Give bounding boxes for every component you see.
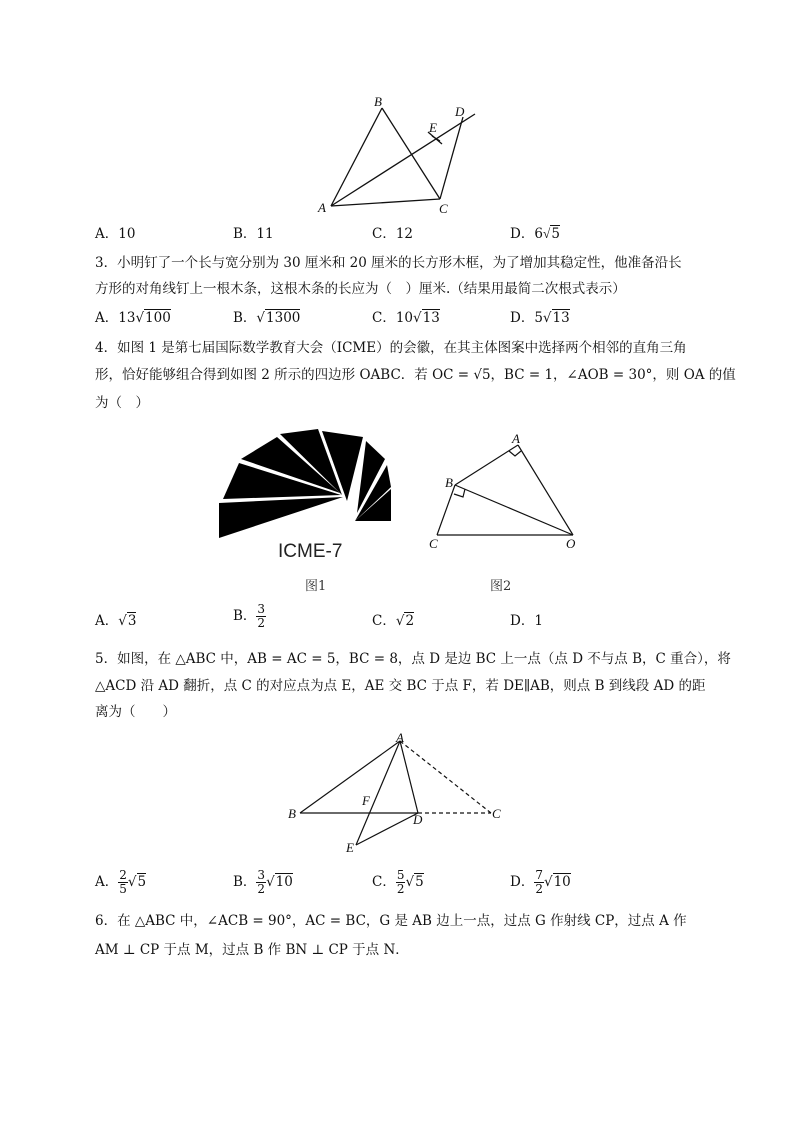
label-a: A — [318, 200, 326, 215]
segment-ao — [518, 445, 573, 535]
right-angle-a — [509, 451, 521, 456]
label-c: C — [439, 201, 448, 216]
label-c: C — [429, 536, 438, 551]
right-angle-b — [454, 489, 465, 497]
q4-line-2: 形，恰好能够组合得到如图 2 所示的四边形 OABC．若 OC = √5，BC = 1，∠AOB = 30°，则 OA 的值 — [95, 367, 736, 383]
segment-bo — [455, 485, 573, 535]
q3-line-2: 方形的对角线钉上一根木条，这根木条的长应为（ ）厘米.（结果用最简二次根式表示） — [95, 281, 626, 297]
q3-option-c: C．10√13 — [372, 310, 440, 326]
label-o: O — [566, 536, 576, 551]
q4-option-d: D．1 — [510, 613, 543, 629]
q3-option-d: D．5√13 — [510, 310, 570, 326]
ray-ad — [331, 114, 475, 206]
q5-line-2: △ACD 沿 AD 翻折，点 C 的对应点为点 E，AE 交 BC 于点 F，若 DE∥AB，则点 B 到线段 AD 的距 — [95, 678, 706, 694]
logo-triangle-1 — [219, 497, 343, 538]
label-e: E — [346, 840, 354, 855]
segment-ad — [400, 741, 418, 813]
segment-ab — [331, 108, 382, 206]
icme-logo — [215, 425, 395, 545]
q2-option-d: D．6√5 — [510, 226, 560, 242]
q5-line-3: 离为（ ） — [95, 704, 176, 720]
q3-line-1: 3．小明钉了一个长与宽分别为 30 厘米和 20 厘米的长方形木框，为了增加其稳定性，他准备沿长 — [95, 255, 682, 271]
segment-ac-dashed — [400, 741, 491, 813]
label-b: B — [288, 806, 296, 821]
label-a: A — [396, 730, 404, 745]
q6-line-1: 6．在 △ABC 中，∠ACB = 90°，AC = BC，G 是 AB 边上一点，过点 G 作射线 CP，过点 A 作 — [95, 913, 687, 929]
q4-line-3: 为（ ） — [95, 395, 149, 411]
segment-ed — [356, 813, 418, 845]
q5-option-b: B． $\frac{3}{2}$ √10 — [233, 868, 293, 896]
segment-cb — [437, 485, 455, 535]
q2-figure — [315, 92, 485, 217]
q3-option-a: A．13√100 — [95, 310, 171, 326]
label-d: D — [413, 812, 423, 827]
label-a: A — [512, 431, 520, 446]
q4-option-c: C．√2 — [372, 613, 415, 629]
q5-line-1: 5．如图，在 △ABC 中，AB = AC = 5，BC = 8，点 D 是边 BC 上一点（点 D 不与点 B，C 重合），将 — [95, 651, 731, 667]
q6-line-2: AM ⊥ CP 于点 M，过点 B 作 BN ⊥ CP 于点 N． — [95, 942, 409, 958]
label-d: D — [455, 104, 465, 119]
fig2-caption: 图2 — [490, 579, 512, 594]
q4-figure-2 — [420, 430, 590, 555]
q2-option-c: C．12 — [372, 226, 414, 242]
q5-option-a: A． $\frac{2}{5}$ √5 — [95, 868, 147, 896]
label-f: F — [362, 793, 370, 808]
label-e: E — [429, 120, 437, 135]
q3-option-b: B．√1300 — [233, 310, 301, 326]
q5-option-c: C． $\frac{5}{2}$ √5 — [372, 868, 424, 896]
q4-option-a: A．√3 — [95, 613, 137, 629]
segment-ba — [455, 445, 518, 485]
fig1-caption: 图1 — [305, 579, 327, 594]
label-c: C — [492, 806, 501, 821]
label-b: B — [445, 475, 453, 490]
icme-logo-text: ICME-7 — [278, 541, 343, 562]
label-b: B — [374, 94, 382, 109]
q2-option-a: A．10 — [95, 226, 136, 242]
q2-option-b: B．11 — [233, 226, 274, 242]
q5-option-d: D． $\frac{7}{2}$ √10 — [510, 868, 571, 896]
segment-ac — [331, 199, 440, 206]
q5-figure — [283, 728, 513, 856]
q4-option-b: B． $\frac{3}{2}$ — [233, 602, 266, 630]
q4-line-1: 4．如图 1 是第七届国际数学教育大会（ICME）的会徽，在其主体图案中选择两个相邻的直角三角 — [95, 340, 687, 356]
